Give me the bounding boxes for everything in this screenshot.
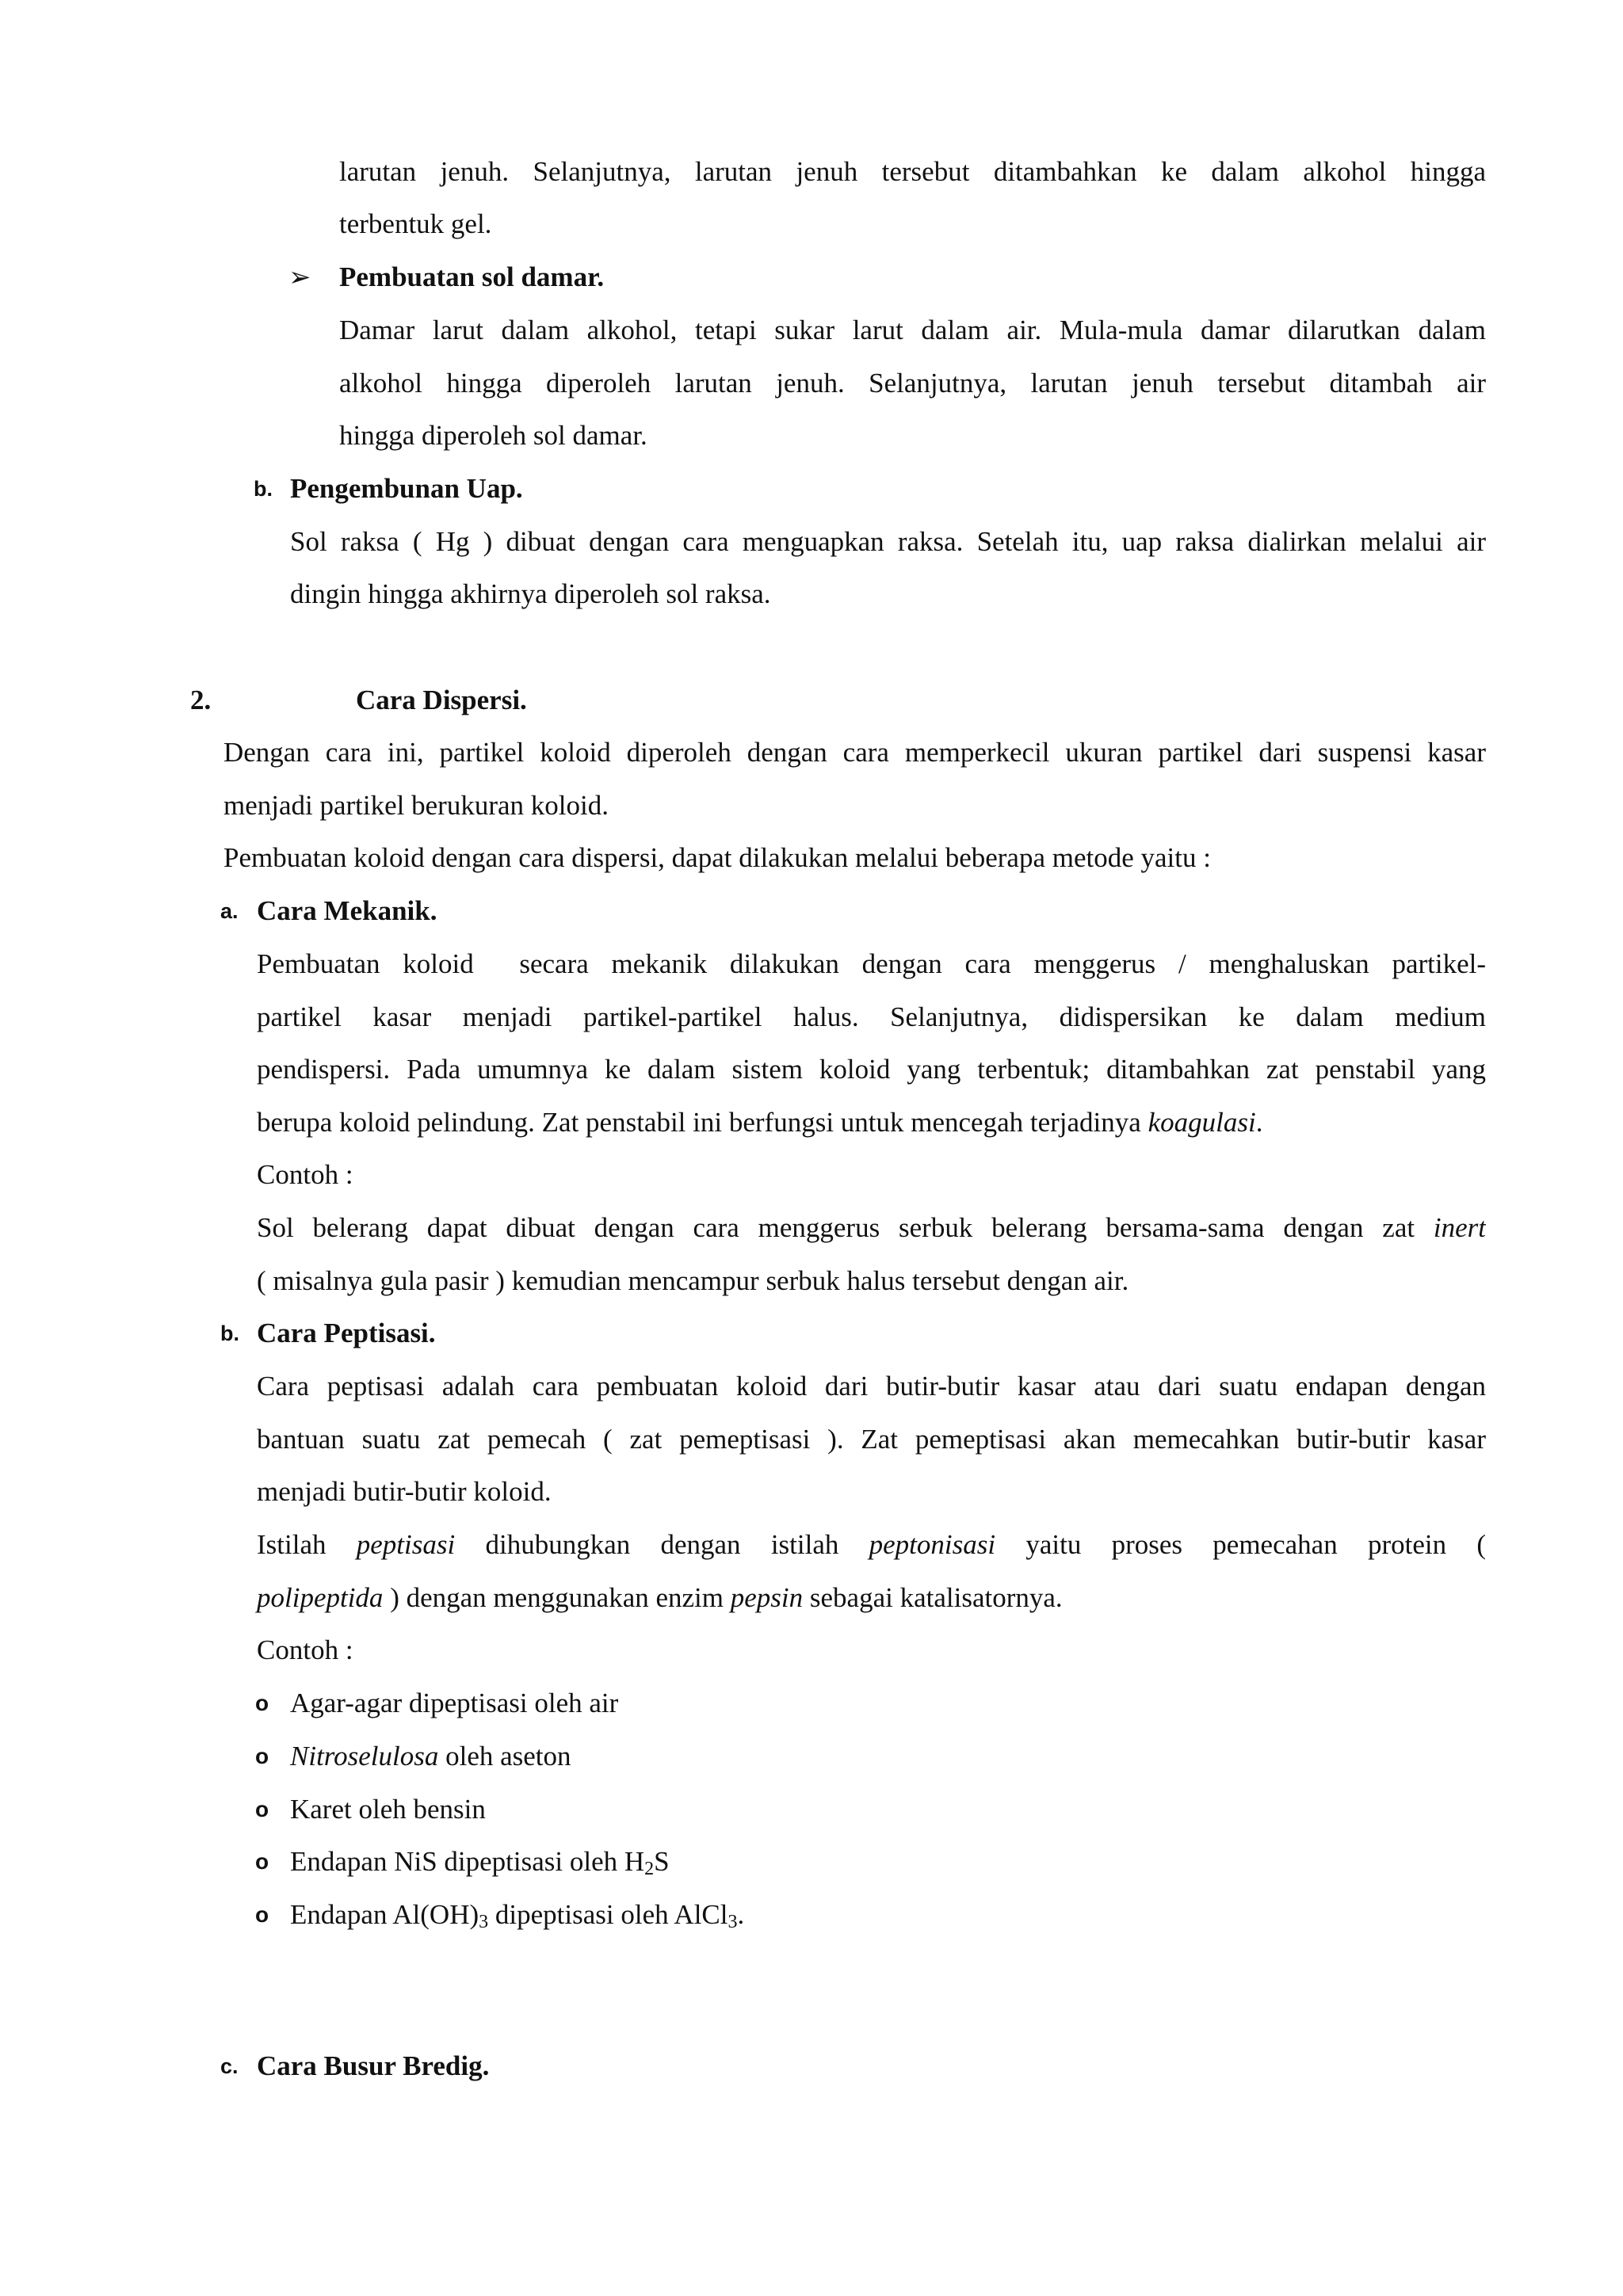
- paragraph-line: Pembuatan koloid secara mekanik dilakukan dengan cara menggerus / menghaluskan partikel-: [257, 948, 1486, 979]
- section-title: Cara Dispersi.: [356, 685, 527, 715]
- italic-term: polipeptida: [257, 1582, 384, 1613]
- list-item: Agar-agar dipeptisasi oleh air: [290, 1688, 619, 1718]
- italic-term: peptisasi: [356, 1529, 456, 1560]
- paragraph-line: partikel kasar menjadi partikel-partikel halus. Selanjutnya, didispersikan ke dalam medium: [257, 1001, 1486, 1032]
- list-marker: a.: [220, 899, 239, 923]
- paragraph-line: ( misalnya gula pasir ) kemudian mencampur serbuk halus tersebut dengan air.: [257, 1265, 1129, 1296]
- circle-bullet-icon: o: [255, 1849, 269, 1874]
- italic-term: inert: [1433, 1212, 1486, 1243]
- paragraph-line: polipeptida ) dengan menggunakan enzim pepsin sebagai katalisatornya.: [257, 1582, 1063, 1613]
- circle-bullet-icon: o: [255, 1691, 269, 1715]
- list-item: Endapan NiS dipeptisasi oleh $H_2S$: [290, 1846, 670, 1879]
- arrow-bullet-icon: ➢: [288, 261, 311, 293]
- list-item: Endapan $Al(OH)_3$ dipeptisasi oleh AlCl$_3$.: [290, 1899, 745, 1932]
- paragraph-line: Dengan cara ini, partikel koloid diperoleh dengan cara memperkecil ukuran partikel dari suspensi kasar: [223, 737, 1486, 768]
- paragraph-line: Sol raksa ( Hg ) dibuat dengan cara menguapkan raksa. Setelah itu, uap raksa dialirkan melalui air: [290, 526, 1486, 557]
- paragraph-line: Cara peptisasi adalah cara pembuatan koloid dari butir-butir kasar atau dari suatu endapan dengan: [257, 1371, 1486, 1402]
- list-marker: b.: [254, 477, 273, 501]
- italic-term: Nitroselulosa: [290, 1741, 439, 1772]
- subsection-title: Pengembunan Uap.: [290, 473, 523, 504]
- paragraph-line: hingga diperoleh sol damar.: [339, 420, 647, 451]
- list-item: Karet oleh bensin: [290, 1794, 486, 1825]
- list-marker: c.: [220, 2054, 239, 2078]
- paragraph-line: berupa koloid pelindung. Zat penstabil ini berfungsi untuk mencegah terjadinya koagulasi.: [257, 1107, 1263, 1138]
- subsection-title: Cara Mekanik.: [257, 895, 437, 926]
- paragraph-line: pendispersi. Pada umumnya ke dalam sistem koloid yang terbentuk; ditambahkan zat penstabil yang: [257, 1054, 1486, 1085]
- paragraph-line: bantuan suatu zat pemecah ( zat pemeptisasi ). Zat pemeptisasi akan memecahkan butir-butir kasar: [257, 1424, 1486, 1455]
- circle-bullet-icon: o: [255, 1744, 269, 1768]
- circle-bullet-icon: o: [255, 1797, 269, 1821]
- paragraph-line: menjadi butir-butir koloid.: [257, 1476, 552, 1507]
- section-number: 2.: [190, 685, 212, 715]
- paragraph-line: alkohol hingga diperoleh larutan jenuh. Selanjutnya, larutan jenuh tersebut ditambah air: [339, 368, 1486, 399]
- example-label: Contoh :: [257, 1159, 353, 1190]
- paragraph-line: menjadi partikel berukuran koloid.: [223, 790, 609, 821]
- paragraph-line: larutan jenuh. Selanjutnya, larutan jenuh tersebut ditambahkan ke dalam alkohol hingga: [339, 156, 1486, 187]
- paragraph-line: dingin hingga akhirnya diperoleh sol raksa.: [290, 578, 771, 609]
- list-item: Nitroselulosa oleh aseton: [290, 1741, 571, 1772]
- paragraph-line: Damar larut dalam alkohol, tetapi sukar larut dalam air. Mula-mula damar dilarutkan dalam: [339, 315, 1486, 345]
- italic-term: peptonisasi: [869, 1529, 996, 1560]
- subsection-title: Pembuatan sol damar.: [339, 261, 605, 292]
- circle-bullet-icon: o: [255, 1902, 269, 1927]
- paragraph-line: Sol belerang dapat dibuat dengan cara menggerus serbuk belerang bersama-sama dengan zat inert: [257, 1212, 1486, 1243]
- subsection-title: Cara Peptisasi.: [257, 1318, 436, 1348]
- paragraph-line: terbentuk gel.: [339, 208, 492, 239]
- paragraph-line: Pembuatan koloid dengan cara dispersi, dapat dilakukan melalui beberapa metode yaitu :: [223, 842, 1211, 873]
- list-marker: b.: [220, 1322, 239, 1345]
- subsection-title: Cara Busur Bredig.: [257, 2050, 490, 2081]
- italic-term: koagulasi: [1148, 1107, 1256, 1138]
- paragraph-line: Istilah peptisasi dihubungkan dengan istilah peptonisasi yaitu proses pemecahan protein (: [257, 1529, 1486, 1560]
- example-label: Contoh :: [257, 1634, 353, 1665]
- italic-term: pepsin: [730, 1582, 804, 1613]
